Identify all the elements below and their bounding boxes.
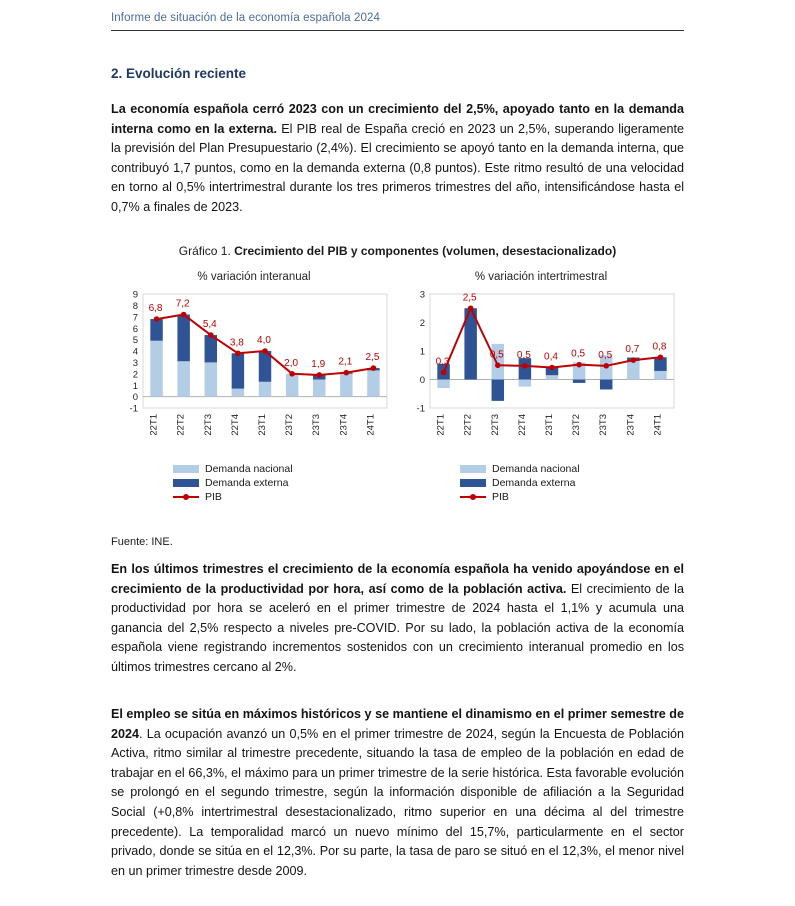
svg-text:23T4: 23T4 (338, 414, 350, 436)
svg-text:3: 3 (132, 358, 138, 369)
chart-title-intertrimestral: % variación intertrimestral (474, 271, 608, 283)
section-heading: 2. Evolución reciente (111, 66, 247, 81)
svg-text:2: 2 (419, 318, 425, 330)
svg-text:9: 9 (132, 289, 138, 301)
svg-text:23T1: 23T1 (544, 414, 555, 436)
svg-text:22T3: 22T3 (202, 414, 214, 436)
svg-text:1: 1 (419, 346, 425, 358)
svg-text:2,0: 2,0 (284, 357, 299, 369)
svg-text:0,5: 0,5 (489, 349, 504, 361)
plot-area-interanual (111, 286, 397, 458)
legend-label-demanda-externa: Demanda externa (205, 476, 289, 489)
svg-text:4,0: 4,0 (257, 335, 271, 346)
svg-text:23T2: 23T2 (571, 414, 583, 436)
legend-label-demanda-nacional: Demanda nacional (205, 462, 293, 475)
legend-swatch-demanda-nacional (173, 465, 199, 473)
chart-panel-interanual (111, 268, 397, 530)
paragraph-2-body: El crecimiento de la productividad por hora se aceleró en el primer trimestre de 2024 hasta el 1,1% y acumula una ganancia del 2,5% respecto a niveles pre-COVID. Por su lado, la población activa de la economía española viene registrando incrementos sostenidos con un crecimiento interanual promedio en los últimos trimestres cercano al 2%. (111, 581, 684, 674)
paragraph-1-body: El PIB real de España creció en 2023 un 2,5%, superando ligeramente la previsión del Plan Presupuestario (2,4%). El crecimiento se apoyó tanto en la demanda interna, que contribuyó 1,7 puntos, como en la demanda externa (0,8 puntos). Este ritmo resultó de una velocidad en torno al 0,5% intertrimestral durante los tres primeros trimestres del año, intensificándose hasta el 0,7% a finales de 2023. (111, 121, 684, 214)
svg-text:7: 7 (132, 312, 138, 324)
chart-svg-interanual (111, 286, 397, 458)
svg-text:2,5: 2,5 (462, 292, 477, 304)
svg-text:-1: -1 (416, 403, 425, 415)
svg-text:22T2: 22T2 (462, 414, 474, 436)
svg-text:3: 3 (419, 289, 425, 301)
legend-item-demanda-nacional (173, 462, 293, 475)
legend-label-pib: PIB (205, 490, 222, 503)
svg-text:6,8: 6,8 (148, 303, 163, 315)
svg-text:22T2: 22T2 (175, 414, 187, 436)
chart-legend-intertrimestral (398, 462, 684, 503)
legend-swatch-demanda-externa (460, 479, 486, 487)
svg-text:0,7: 0,7 (625, 344, 640, 356)
svg-text:0,5: 0,5 (571, 348, 586, 360)
svg-text:3,8: 3,8 (229, 337, 244, 349)
svg-text:22T4: 22T4 (516, 414, 528, 436)
svg-text:0,4: 0,4 (544, 351, 558, 363)
svg-text:22T3: 22T3 (489, 414, 501, 436)
svg-text:0,3: 0,3 (435, 356, 450, 368)
legend-swatch-demanda-nacional (460, 465, 486, 473)
figure-charts (111, 268, 684, 530)
figure-source: Fuente: INE. (111, 536, 173, 548)
chart-legend-interanual (111, 462, 397, 503)
svg-text:2: 2 (132, 369, 138, 381)
svg-text:23T1: 23T1 (257, 414, 268, 436)
svg-text:1: 1 (132, 380, 138, 392)
svg-text:22T1: 22T1 (435, 414, 447, 436)
svg-text:24T1: 24T1 (652, 414, 664, 436)
svg-text:2,1: 2,1 (338, 356, 353, 368)
legend-label-pib: PIB (492, 490, 509, 503)
chart-title-interanual: % variación interanual (197, 271, 311, 283)
svg-text:0,8: 0,8 (652, 341, 667, 353)
legend-label-demanda-nacional: Demanda nacional (492, 462, 580, 475)
paragraph-1-lead: La economía española cerró 2023 con un crecimiento del 2,5%, apoyado tanto en la demanda interna como en la externa. (111, 102, 684, 136)
running-title: Informe de situación de la economía española 2024 (111, 12, 380, 24)
legend-label-demanda-externa: Demanda externa (492, 476, 576, 489)
svg-text:23T3: 23T3 (311, 414, 323, 436)
svg-text:5: 5 (132, 335, 138, 347)
paragraph-3-body: . La ocupación avanzó un 0,5% en el primer trimestre de 2024, según la Encuesta de Población Activa, ritmo similar al trimestre precedente, situando la tasa de empleo de la población en edad de trabajar en el 66,3%, el máximo para un primer trimestre de la serie histórica. Esta favorable evolución se prolongó en el segundo trimestre, según la información disponible de afiliación a la Seguridad Social (+0,8% intertrimestral desestacionalizado, ritmo superior en una décima al del trimestre precedente). La temporalidad marcó un nuevo mínimo del 15,7%, particularmente en el sector privado, donde se sitúa en el 12,3%. Por su parte, la tasa de paro se situó en el 12,3%, el menor nivel en un primer trimestre desde 2009. (111, 726, 684, 878)
plot-area-intertrimestral (398, 286, 684, 458)
svg-text:2,5: 2,5 (365, 352, 380, 364)
svg-text:23T3: 23T3 (598, 414, 610, 436)
legend-line-pib (173, 493, 199, 501)
svg-text:0: 0 (132, 392, 138, 404)
svg-text:0,5: 0,5 (516, 349, 531, 361)
svg-text:22T4: 22T4 (229, 414, 241, 436)
header-divider (111, 30, 684, 31)
svg-text:23T2: 23T2 (284, 414, 296, 436)
legend-item-pib (460, 490, 509, 503)
svg-text:5,4: 5,4 (202, 319, 217, 331)
svg-text:0: 0 (419, 375, 425, 387)
page-header (111, 12, 684, 31)
legend-line-pib (460, 493, 486, 501)
figure-caption-title: Crecimiento del PIB y componentes (volumen, desestacionalizado) (234, 244, 617, 258)
paragraph-2 (111, 560, 684, 678)
svg-text:7,2: 7,2 (175, 298, 190, 310)
svg-text:0,5: 0,5 (598, 349, 613, 361)
svg-text:6: 6 (132, 323, 138, 335)
paragraph-3-lead: El empleo se sitúa en máximos históricos y se mantiene el dinamismo en el primer semestre de 2024 (111, 707, 684, 741)
svg-text:24T1: 24T1 (365, 414, 377, 436)
svg-text:22T1: 22T1 (148, 414, 160, 436)
svg-text:1,9: 1,9 (311, 358, 326, 370)
legend-item-demanda-nacional (460, 462, 580, 475)
legend-swatch-demanda-externa (173, 479, 199, 487)
svg-text:8: 8 (132, 301, 138, 312)
svg-text:23T4: 23T4 (625, 414, 637, 436)
figure-caption-prefix: Gráfico 1. (178, 244, 235, 258)
svg-text:-1: -1 (129, 403, 138, 415)
legend-item-demanda-externa (460, 476, 575, 489)
paragraph-3 (111, 705, 684, 881)
figure-caption (111, 244, 684, 258)
paragraph-1 (111, 100, 684, 218)
legend-item-demanda-externa (173, 476, 288, 489)
paragraph-2-lead: En los últimos trimestres el crecimiento de la economía española ha venido apoyándose en el crecimiento de la productividad por hora, así como de la población activa. (111, 562, 684, 596)
chart-svg-intertrimestral (398, 286, 684, 458)
svg-text:4: 4 (132, 346, 138, 358)
chart-panel-intertrimestral (398, 268, 684, 530)
legend-item-pib (173, 490, 222, 503)
